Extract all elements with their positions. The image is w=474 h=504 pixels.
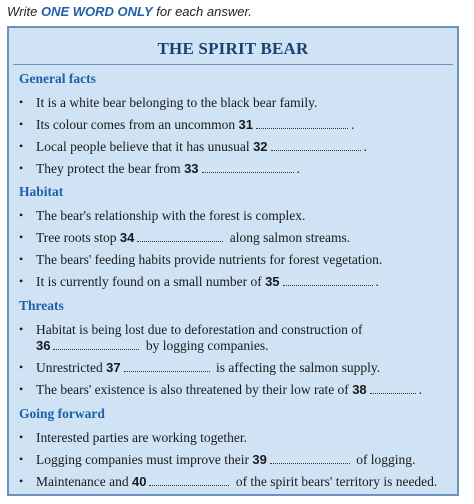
section-heading-general-facts: General facts	[19, 71, 96, 86]
section-heading-habitat: Habitat	[19, 184, 64, 199]
item-text: Habitat is being lost due to deforestation and construction of	[36, 322, 363, 337]
answer-gap-35[interactable]	[283, 274, 373, 286]
item-text: .	[363, 139, 367, 154]
question-number: 39	[252, 452, 267, 467]
answer-gap-31[interactable]	[256, 117, 348, 129]
item-text: Logging companies must improve their	[36, 452, 249, 467]
item-text: Maintenance and	[36, 474, 129, 489]
item-text: Local people believe that it has unusual	[36, 139, 250, 154]
bullet-icon: •	[19, 452, 24, 466]
item-text: of logging.	[356, 452, 416, 467]
question-number: 37	[106, 360, 121, 375]
bullet-icon: •	[19, 360, 24, 374]
item-text: It is currently found on a small number of	[36, 274, 262, 289]
item-text: by logging companies.	[145, 338, 269, 353]
item-text: They protect the bear from	[36, 161, 181, 176]
item-text: of the spirit bears' territory is needed.	[235, 474, 438, 489]
instruction-suffix: for each answer.	[156, 4, 252, 19]
bullet-icon: •	[19, 161, 24, 175]
item-text: is affecting the salmon supply.	[215, 360, 381, 375]
item-text: .	[350, 117, 355, 132]
item-text: .	[375, 274, 379, 289]
answer-gap-32[interactable]	[271, 139, 361, 151]
item-text: Its colour comes from an uncommon	[36, 117, 236, 132]
answer-gap-38[interactable]	[370, 382, 416, 394]
item-text: along salmon streams.	[229, 230, 351, 245]
item-text: The bear's relationship with the forest is complex.	[36, 208, 306, 223]
bullet-icon: •	[19, 230, 24, 244]
question-number: 33	[184, 161, 199, 176]
answer-gap-40[interactable]	[149, 474, 229, 486]
instruction-prefix: Write	[7, 4, 38, 19]
item-text: It is a white bear belonging to the black bear family.	[36, 95, 318, 110]
section-heading-threats: Threats	[19, 298, 64, 313]
answer-gap-34[interactable]	[137, 230, 223, 242]
instruction	[7, 4, 252, 19]
question-number: 32	[253, 139, 268, 154]
question-number: 40	[131, 474, 147, 489]
question-number: 35	[265, 274, 280, 289]
question-number: 38	[352, 382, 367, 397]
answer-gap-36[interactable]	[53, 338, 139, 350]
bullet-icon: •	[19, 95, 24, 109]
item-text: .	[296, 161, 300, 176]
bullet-icon: •	[19, 274, 24, 288]
title-divider	[13, 64, 453, 65]
panel-title: THE SPIRIT BEAR	[157, 39, 309, 58]
question-number: 34	[119, 230, 135, 245]
bullet-icon: •	[19, 117, 24, 131]
bullet-icon: •	[19, 322, 24, 336]
question-number: 31	[238, 117, 253, 132]
notes-panel	[7, 26, 459, 496]
bullet-icon: •	[19, 430, 24, 444]
bullet-icon: •	[19, 139, 24, 153]
instruction-emphasis: ONE WORD ONLY	[40, 4, 153, 19]
bullet-icon: •	[19, 474, 24, 488]
item-text: Tree roots stop	[36, 230, 117, 245]
answer-gap-37[interactable]	[124, 360, 210, 372]
answer-gap-39[interactable]	[270, 452, 350, 464]
item-text: The bears' existence is also threatened by their low rate of	[36, 382, 349, 397]
item-text: Unrestricted	[36, 360, 103, 375]
answer-gap-33[interactable]	[202, 161, 294, 173]
item-text: Interested parties are working together.	[36, 430, 248, 445]
question-number: 36	[36, 338, 51, 353]
item-text: The bears' feeding habits provide nutrients for forest vegetation.	[36, 252, 383, 267]
bullet-icon: •	[19, 382, 24, 396]
section-heading-going-forward: Going forward	[19, 406, 105, 421]
bullet-icon: •	[19, 208, 24, 222]
bullet-icon: •	[19, 252, 24, 266]
item-text: .	[418, 382, 423, 397]
